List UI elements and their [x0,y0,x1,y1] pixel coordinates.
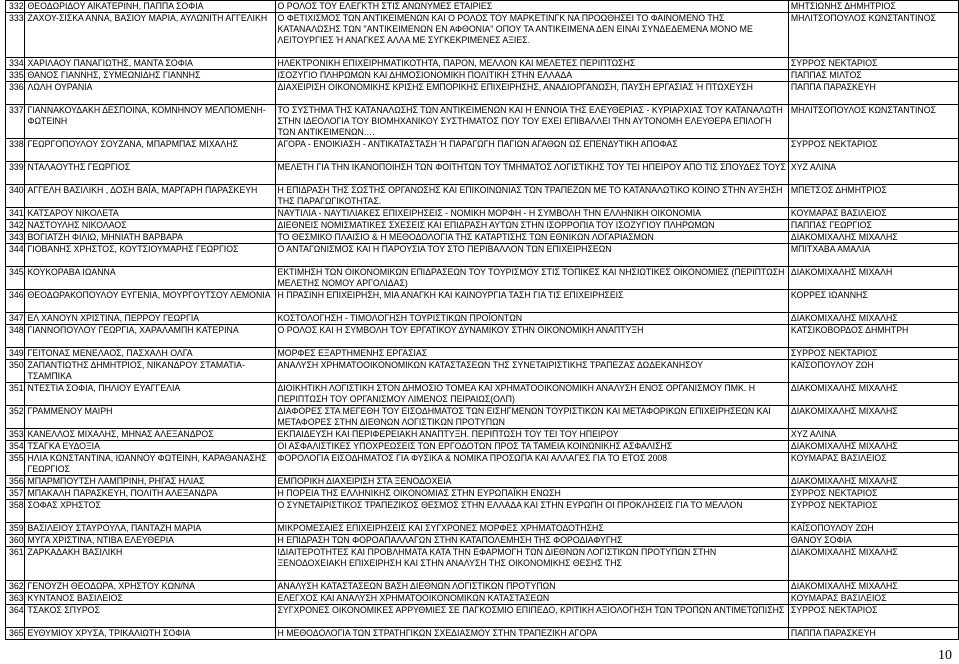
student-names: ΖΑΧΟΥ-ΣΙΣΚΑ ΑΝΝΑ, ΒΑΣΙΟΥ ΜΑΡΙΑ, ΑΥΛΩΝΙΤΗ ΑΓΓΕΛΙΚΗ [25,13,275,58]
supervisor-name: ΣΥΡΡΟΣ ΝΕΚΤΑΡΙΟΣ [788,488,958,500]
supervisor-name: ΜΠΕΤΣΟΣ ΔΗΜΗΤΡΙΟΣ [788,185,958,208]
row-number: 337 [6,105,25,139]
student-names: ΒΟΓΙΑΤΖΗ ΦΙΛΙΩ, ΜΗΝΙΑΤΗ ΒΑΡΒΑΡΑ [25,232,275,244]
thesis-title: ΤΟ ΘΕΣΜΙΚΟ ΠΛΑΙΣΙΟ & Η ΜΕΘΟΔΟΛΟΓΙΑ ΤΗΣ ΚΑΤΑΡΤΙΣΗΣ ΤΩΝ ΕΘΝΙΚΩΝ ΛΟΓΑΡΙΑΣΜΩΝ [275,232,788,244]
student-names: ΛΩΛΗ ΟΥΡΑΝΙΑ [25,82,275,105]
thesis-title: ΜΕΛΕΤΗ ΓΙΑ ΤΗΝ ΙΚΑΝΟΠΟΙΗΣΗ ΤΩΝ ΦΟΙΤΗΤΩΝ ΤΟΥ ΤΜΗΜΑΤΟΣ ΛΟΓΙΣΤΙΚΗΣ ΤΟΥ ΤΕΙ ΗΠΕΙΡΟΥ ΑΠΟ ΤΙΣ ΣΠΟΥΔΕΣ ΤΟΥΣ [275,162,788,185]
supervisor-name: ΚΟΥΜΑΡΑΣ ΒΑΣΙΛΕΙΟΣ [788,453,958,476]
supervisor-name: ΣΥΡΡΟΣ ΝΕΚΤΑΡΙΟΣ [788,605,958,628]
student-names: ΝΑΣΤΟΥΛΗΣ ΝΙΚΟΛΑΟΣ [25,220,275,232]
thesis-title: Η ΕΠΙΔΡΑΣΗ ΤΩΝ ΦΟΡΟΑΠΑΛΛΑΓΩΝ ΣΤΗΝ ΚΑΤΑΠΟΛΕΜΗΣΗ ΤΗΣ ΦΟΡΟΔΙΑΦΥΓΗΣ [275,535,788,547]
student-names: ΒΑΣΙΛΕΙΟΥ ΣΤΑΥΡΟΥΛΑ, ΠΑΝΤΑΖΗ ΜΑΡΙΑ [25,523,275,535]
thesis-title: Ο ΡΟΛΟΣ ΚΑΙ Η ΣΥΜΒΟΛΗ ΤΟΥ ΕΡΓΑΤΙΚΟΥ ΔΥΝΑΜΙΚΟΥ ΣΤΗΝ ΟΙΚΟΝΟΜΙΚΗ ΑΝΑΠΤΥΞΗ [275,325,788,348]
row-number: 362 [6,581,25,593]
student-names: ΤΣΑΓΚΑ ΕΥΔΟΞΙΑ [25,441,275,453]
row-number: 365 [6,628,25,640]
table-row [6,500,959,523]
student-names: ΑΓΓΕΛΗ ΒΑΣΙΛΙΚΗ , ΔΟΣΗ ΒΑΪΑ, ΜΑΡΓΑΡΗ ΠΑΡΑΣΚΕΥΗ [25,185,275,208]
thesis-title: ΔΙΟΙΚΗΤΙΚΗ ΛΟΓΙΣΤΙΚΗ ΣΤΟΝ ΔΗΜΟΣΙΟ ΤΟΜΕΑ ΚΑΙ ΧΡΗΜΑΤΟΟΙΚΟΝΟΜΙΚΗ ΑΝΑΛΥΣΗ ΕΝΟΣ ΟΡΓΑΝΙΣΜΟΥ ΠΜΚ. Η ΠΕΡΙΠΤΩΣΗ ΤΟΥ ΟΡΓΑΝΙΣΜΟΥ ΛΙΜΕΝΟΣ ΠΕΙΡΑΙΩΣ(ΟΛΠ) [275,383,788,406]
supervisor-name: ΣΥΡΡΟΣ ΝΕΚΤΑΡΙΟΣ [788,348,958,360]
row-number: 364 [6,605,25,628]
thesis-title: ΔΙΑΧΕΙΡΙΣΗ ΟΙΚΟΝΟΜΙΚΗΣ ΚΡΙΣΗΣ ΕΜΠΟΡΙΚΗΣ ΕΠΙΧΕΙΡΗΣΗΣ, ΑΝΑΔΙΟΡΓΑΝΩΣΗ, ΠΑΥΣΗ ΕΡΓΑΣΙΑΣ Ή ΠΤΩΧΕΥΣΗ [275,82,788,105]
table-row [6,139,959,162]
row-number: 354 [6,441,25,453]
supervisor-name: ΧΥΖ ΑΛΙΝΑ [788,429,958,441]
table-row [6,232,959,244]
table-row [6,488,959,500]
table-row [6,82,959,105]
supervisor-name: ΠΑΠΠΑΣ ΜΙΛΤΟΣ [788,70,958,82]
supervisor-name: ΣΥΡΡΟΣ ΝΕΚΤΑΡΙΟΣ [788,139,958,162]
table-row [6,348,959,360]
thesis-title: ΟΙ ΑΣΦΑΛΙΣΤΙΚΕΣ ΥΠΟΧΡΕΩΣΕΙΣ ΤΩΝ ΕΡΓΟΔΟΤΩΝ ΠΡΟΣ ΤΑ ΤΑΜΕΙΑ ΚΟΙΝΩΝΙΚΗΣ ΑΣΦΑΛΙΣΗΣ [275,441,788,453]
thesis-title: ΜΙΚΡΟΜΕΣΑΙΕΣ ΕΠΙΧΕΙΡΗΣΕΙΣ ΚΑΙ ΣΥΓΧΡΟΝΕΣ ΜΟΡΦΕΣ ΧΡΗΜΑΤΟΔΟΤΗΣΗΣ [275,523,788,535]
student-names: ΚΑΝΕΛΛΟΣ ΜΙΧΑΛΗΣ, ΜΗΝΑΣ ΑΛΕΞΑΝΔΡΟΣ [25,429,275,441]
supervisor-name: ΠΑΠΠΑ ΠΑΡΑΣΚΕΥΗ [788,628,958,640]
table-row [6,523,959,535]
thesis-title: Ο ΑΝΤΑΓΩΝΙΣΜΟΣ ΚΑΙ Η ΠΑΡΟΥΣΙΑ ΤΟΥ ΣΤΟ ΠΕΡΙΒΑΛΛΟΝ ΤΩΝ ΕΠΙΧΕΙΡΗΣΕΩΝ [275,244,788,267]
table-row [6,13,959,58]
thesis-title: Ο ΡΟΛΟΣ ΤΟΥ ΕΛΕΓΚΤΗ ΣΤΙΣ ΑΝΩΝΥΜΕΣ ΕΤΑΙΡΙΕΣ [275,1,788,13]
supervisor-name: ΔΙΑΚΟΜΙΧΑΛΗΣ ΜΙΧΑΛΗΣ [788,383,958,406]
student-names: ΝΤΕΣΤΙΑ ΣΟΦΙΑ, ΠΗΛΙΟΥ ΕΥΑΓΓΕΛΙΑ [25,383,275,406]
thesis-title: ΔΙΑΦΟΡΕΣ ΣΤΑ ΜΕΓΕΘΗ ΤΟΥ ΕΙΣΟΔΗΜΑΤΟΣ ΤΩΝ ΕΙΣΗΓΜΕΝΩΝ ΤΟΥΡΙΣΤΙΚΩΝ ΚΑΙ ΜΕΤΑΦΟΡΙΚΩΝ ΕΠΙΧΕΙΡΗΣΕΩΝ ΚΑΙ ΜΕΤΑΦΟΡΕΣ ΣΤΗΝ ΔΙΕΘΝΩΝ ΛΟΓΙΣΤΙΚΩΝ ΠΡΟΤΥΠΩΝ [275,406,788,429]
table-row [6,581,959,593]
supervisor-name: ΔΙΑΚΟΜΙΧΑΛΗΣ ΜΙΧΑΛΗΣ [788,476,958,488]
student-names: ΜΥΓΑ ΧΡΙΣΤΙΝΑ, ΝΤΙΒΑ ΕΛΕΥΘΕΡΙΑ [25,535,275,547]
supervisor-name: ΚΟΥΜΑΡΑΣ ΒΑΣΙΛΕΙΟΣ [788,593,958,605]
thesis-title: ΙΔΙΑΙΤΕΡΟΤΗΤΕΣ ΚΑΙ ΠΡΟΒΛΗΜΑΤΑ ΚΑΤΑ ΤΗΝ ΕΦΑΡΜΟΓΗ ΤΩΝ ΔΙΕΘΝΩΝ ΛΟΓΙΣΤΙΚΩΝ ΠΡΟΤΥΠΩΝ ΣΤΗΝ ΞΕΝΟΔΟΧΕΙΑΚΗ ΕΠΙΧΕΙΡΗΣΗ ΚΑΙ ΣΤΗΝ ΑΝΑΛΥΣΗ ΤΗΣ ΟΙΚΟΝΟΜΙΚΗΣ ΘΕΣΗΣ ΤΗΣ [275,547,788,581]
row-number: 356 [6,476,25,488]
student-names: ΓΕΩΡΓΟΠΟΥΛΟΥ ΣΟΥΖΑΝΑ, ΜΠΑΡΜΠΑΣ ΜΙΧΑΛΗΣ [25,139,275,162]
row-number: 352 [6,406,25,429]
student-names: ΖΑΠΑΝΤΙΩΤΗΣ ΔΗΜΗΤΡΙΟΣ, ΝΙΚΑΝΔΡΟΥ ΣΤΑΜΑΤΙΑ-ΤΣΑΜΠΙΚΑ [25,360,275,383]
table-row [6,220,959,232]
table-row [6,267,959,290]
student-names: ΓΙΑΝΝΟΠΟΥΛΟΥ ΓΕΩΡΓΙΑ, ΧΑΡΑΛΑΜΠΗ ΚΑΤΕΡΙΝΑ [25,325,275,348]
student-names: ΗΛΙΑ ΚΩΝΣΤΑΝΤΙΝΑ, ΙΩΑΝΝΟΥ ΦΩΤΕΙΝΗ, ΚΑΡΑΘΑΝΑΣΗΣ ΓΕΩΡΓΙΟΣ [25,453,275,476]
student-names: ΕΛ ΧΑΝΟΥΝ ΧΡΙΣΤΙΝΑ, ΠΕΡΡΟΥ ΓΕΩΡΓΙΑ [25,313,275,325]
thesis-title: ΔΙΕΘΝΕΙΣ ΝΟΜΙΣΜΑΤΙΚΕΣ ΣΧΕΣΕΙΣ ΚΑΙ ΕΠΙΔΡΑΣΗ ΑΥΤΩΝ ΣΤΗΝ ΙΣΟΡΡΟΠΙΑ ΤΟΥ ΙΣΟΖΥΓΙΟΥ ΠΛΗΡΩΜΩΝ [275,220,788,232]
row-number: 338 [6,139,25,162]
supervisor-name: ΧΥΖ ΑΛΙΝΑ [788,162,958,185]
student-names: ΘΑΝΟΣ ΓΙΑΝΝΗΣ, ΣΥΜΕΩΝΙΔΗΣ ΓΙΑΝΝΗΣ [25,70,275,82]
table-row [6,58,959,70]
table-row [6,313,959,325]
student-names: ΤΣΑΚΟΣ ΣΠΥΡΟΣ [25,605,275,628]
student-names: ΘΕΟΔΩΡΙΔΟΥ ΑΙΚΑΤΕΡΙΝΗ, ΠΑΠΠΑ ΣΟΦΙΑ [25,1,275,13]
thesis-title: ΕΛΕΓΧΟΣ ΚΑΙ ΑΝΑΛΥΣΗ ΧΡΗΜΑΤΟΟΙΚΟΝΟΜΙΚΩΝ ΚΑΤΑΣΤΑΣΕΩΝ [275,593,788,605]
supervisor-name: ΚΑΪΣΟΠΟΥΛΟΥ ΖΩΗ [788,360,958,383]
row-number: 344 [6,244,25,267]
thesis-title: ΝΑΥΤΙΛΙΑ - ΝΑΥΤΙΛΙΑΚΕΣ ΕΠΙΧΕΙΡΗΣΕΙΣ - ΝΟΜΙΚΗ ΜΟΡΦΗ - Η ΣΥΜΒΟΛΗ ΤΗΝ ΕΛΛΗΝΙΚΗ ΟΙΚΟΝΟΜΙΑ [275,208,788,220]
row-number: 336 [6,82,25,105]
supervisor-name: ΠΑΠΠΑ ΠΑΡΑΣΚΕΥΗ [788,82,958,105]
table-row [6,453,959,476]
table-row [6,360,959,383]
thesis-title: Η ΜΕΘΟΔΟΛΟΓΙΑ ΤΩΝ ΣΤΡΑΤΗΓΙΚΩΝ ΣΧΕΔΙΑΣΜΟΥ ΣΤΗΝ ΤΡΑΠΕΖΙΚΗ ΑΓΟΡΑ [275,628,788,640]
thesis-title: Ο ΣΥΝΕΤΑΙΡΙΣΤΙΚΟΣ ΤΡΑΠΕΖΙΚΟΣ ΘΕΣΜΟΣ ΣΤΗΝ ΕΛΛΑΔΑ ΚΑΙ ΣΤΗΝ ΕΥΡΩΠΗ ΟΙ ΠΡΟΚΛΗΣΕΙΣ ΓΙΑ ΤΟ ΜΕΛΛΟΝ [275,500,788,523]
thesis-title: ΗΛΕΚΤΡΟΝΙΚΗ ΕΠΙΧΕΙΡΗΜΑΤΙΚΟΤΗΤΑ, ΠΑΡΟΝ, ΜΕΛΛΟΝ ΚΑΙ ΜΕΛΕΤΕΣ ΠΕΡΙΠΤΩΣΗΣ [275,58,788,70]
row-number: 348 [6,325,25,348]
table-row [6,476,959,488]
page-number: 10 [938,648,952,663]
row-number: 361 [6,547,25,581]
row-number: 342 [6,220,25,232]
supervisor-name: ΔΙΑΚΟΜΙΧΑΛΗΣ ΜΙΧΑΛΗΣ [788,232,958,244]
supervisor-name: ΜΗΛΙΤΣΟΠΟΥΛΟΣ ΚΩΝΣΤΑΝΤΙΝΟΣ [788,105,958,139]
table-row [6,593,959,605]
thesis-title: Η ΠΡΑΣΙΝΗ ΕΠΙΧΕΙΡΗΣΗ, ΜΙΑ ΑΝΑΓΚΗ ΚΑΙ ΚΑΙΝΟΥΡΓΙΑ ΤΑΣΗ ΓΙΑ ΤΙΣ ΕΠΙΧΕΙΡΗΣΕΙΣ [275,290,788,313]
supervisor-name: ΔΙΑΚΟΜΙΧΑΛΗΣ ΜΙΧΑΛΗ [788,267,958,290]
table-row [6,70,959,82]
thesis-title: Η ΠΟΡΕΙΑ ΤΗΣ ΕΛΛΗΝΙΚΗΣ ΟΙΚΟΝΟΜΙΑΣ ΣΤΗΝ ΕΥΡΩΠΑΪΚΗ ΕΝΩΣΗ [275,488,788,500]
table-row [6,535,959,547]
student-names: ΓΙΟΒΑΝΗΣ ΧΡΗΣΤΟΣ, ΚΟΥΤΣΙΟΥΜΑΡΗΣ ΓΕΩΡΓΙΟΣ [25,244,275,267]
thesis-title: ΑΓΟΡΑ - ΕΝΟΙΚΙΑΣΗ - ΑΝΤΙΚΑΤΑΣΤΑΣΗ Ή ΠΑΡΑΓΩΓΗ ΠΑΓΙΩΝ ΑΓΑΘΩΝ ΩΣ ΕΠΕΝΔΥΤΙΚΗ ΑΠΟΦΑΣ [275,139,788,162]
table-row [6,383,959,406]
row-number: 351 [6,383,25,406]
thesis-title: ΦΟΡΟΛΟΓΙΑ ΕΙΣΟΔΗΜΑΤΟΣ ΓΙΑ ΦΥΣΙΚΑ & ΝΟΜΙΚΑ ΠΡΟΣΩΠΑ ΚΑΙ ΑΛΛΑΓΕΣ ΓΙΑ ΤΟ ΕΤΟΣ 2008 [275,453,788,476]
student-names: ΓΙΑΝΝΑΚΟΥΔΑΚΗ ΔΕΣΠΟΙΝΑ, ΚΟΜΝΗΝΟΥ ΜΕΛΠΟΜΕΝΗ- ΦΩΤΕΙΝΗ [25,105,275,139]
student-names: ΚΑΤΣΑΡΟΥ ΝΙΚΟΛΕΤΑ [25,208,275,220]
row-number: 359 [6,523,25,535]
student-names: ΘΕΟΔΩΡΑΚΟΠΟΥΛΟΥ ΕΥΓΕΝΙΑ, ΜΟΥΡΓΟΥΤΣΟΥ ΛΕΜΟΝΙΑ [25,290,275,313]
supervisor-name: ΣΥΡΡΟΣ ΝΕΚΤΑΡΙΟΣ [788,58,958,70]
supervisor-name: ΚΑΪΣΟΠΟΥΛΟΥ ΖΩΗ [788,523,958,535]
table-row [6,325,959,348]
student-names: ΓΡΑΜΜΕΝΟΥ ΜΑΙΡΗ [25,406,275,429]
supervisor-name: ΘΑΝΟΥ ΣΟΦΙΑ [788,535,958,547]
row-number: 339 [6,162,25,185]
thesis-title: ΑΝΑΛΥΣΗ ΚΑΤΑΣΤΑΣΕΩΝ ΒΑΣΗ ΔΙΕΘΝΩΝ ΛΟΓΙΣΤΙΚΩΝ ΠΡΟΤΥΠΩΝ [275,581,788,593]
supervisor-name: ΜΗΛΙΤΣΟΠΟΥΛΟΣ ΚΩΝΣΤΑΝΤΙΝΟΣ [788,13,958,58]
table-row [6,208,959,220]
student-names: ΓΕΙΤΟΝΑΣ ΜΕΝΕΛΑΟΣ, ΠΑΣΧΑΛΗ ΟΛΓΑ [25,348,275,360]
supervisor-name: ΜΠΙΤΧΑΒΑ ΑΜΑΛΙΑ [788,244,958,267]
student-names: ΣΟΦΑΣ ΧΡΗΣΤΟΣ [25,500,275,523]
row-number: 335 [6,70,25,82]
student-names: ΧΑΡΙΛΑΟΥ ΠΑΝΑΓΙΩΤΗΣ, ΜΑΝΤΑ ΣΟΦΙΑ [25,58,275,70]
student-names: ΚΥΝΤΑΝΟΣ ΒΑΣΙΛΕΙΟΣ [25,593,275,605]
thesis-title: ΚΟΣΤΟΛΟΓΗΣΗ - ΤΙΜΟΛΟΓΗΣΗ ΤΟΥΡΙΣΤΙΚΩΝ ΠΡΟΪΟΝΤΩΝ [275,313,788,325]
thesis-table [5,0,959,640]
row-number: 343 [6,232,25,244]
table-row [6,605,959,628]
supervisor-name: ΜΗΤΣΙΩΝΗΣ ΔΗΜΗΤΡΙΟΣ [788,1,958,13]
thesis-title: ΕΚΠΑΙΔΕΥΣΗ ΚΑΙ ΠΕΡΙΦΕΡΕΙΑΚΗ ΑΝΑΠΤΥΞΗ. ΠΕΡΙΠΤΩΣΗ ΤΟΥ ΤΕΙ ΤΟΥ ΗΠΕΙΡΟΥ [275,429,788,441]
row-number: 341 [6,208,25,220]
row-number: 357 [6,488,25,500]
row-number: 340 [6,185,25,208]
supervisor-name: ΣΥΡΡΟΣ ΝΕΚΤΑΡΙΟΣ [788,500,958,523]
row-number: 358 [6,500,25,523]
student-names: ΓΕΝΟΥΖΗ ΘΕΟΔΩΡΑ, ΧΡΗΣΤΟΥ ΚΩΝ/ΝΑ [25,581,275,593]
table-row [6,429,959,441]
row-number: 355 [6,453,25,476]
thesis-title: ΙΣΟΖΥΓΙΟ ΠΛΗΡΩΜΩΝ ΚΑΙ ΔΗΜΟΣΙΟΝΟΜΙΚΗ ΠΟΛΙΤΙΚΗ ΣΤΗΝ ΕΛΛΑΔΑ [275,70,788,82]
table-row [6,1,959,13]
student-names: ΜΠΑΡΜΠΟΥΤΣΗ ΛΑΜΠΡΙΝΗ, ΡΗΓΑΣ ΗΛΙΑΣ [25,476,275,488]
table-row [6,547,959,581]
row-number: 346 [6,290,25,313]
row-number: 349 [6,348,25,360]
row-number: 334 [6,58,25,70]
table-row [6,441,959,453]
student-names: ΕΥΘΥΜΙΟΥ ΧΡΥΣΑ, ΤΡΙΚΑΛΙΩΤΗ ΣΟΦΙΑ [25,628,275,640]
student-names: ΖΑΡΚΑΔΑΚΗ ΒΑΣΙΛΙΚΗ [25,547,275,581]
thesis-title: Η ΕΠΙΔΡΑΣΗ ΤΗΣ ΣΩΣΤΗΣ ΟΡΓΑΝΩΣΗΣ ΚΑΙ ΕΠΙΚΟΙΝΩΝΙΑΣ ΤΩΝ ΤΡΑΠΕΖΩΝ ΜΕ ΤΟ ΚΑΤΑΝΑΛΩΤΙΚΟ ΚΟΙΝΟ ΣΤΗΝ ΑΥΞΗΣΗ ΤΗΣ ΠΑΡΑΓΩΓΙΚΟΤΗΤΑΣ. [275,185,788,208]
supervisor-name: ΔΙΑΚΟΜΙΧΑΛΗΣ ΜΙΧΑΛΗΣ [788,547,958,581]
thesis-table-body [6,1,959,640]
supervisor-name: ΔΙΑΚΟΜΙΧΑΛΗΣ ΜΙΧΑΛΗΣ [788,313,958,325]
supervisor-name: ΚΑΤΣΙΚΟΒΟΡΔΟΣ ΔΗΜΗΤΡΗ [788,325,958,348]
student-names: ΜΠΑΚΑΛΗ ΠΑΡΑΣΚΕΥΗ, ΠΟΛΙΤΗ ΑΛΕΞΑΝΔΡΑ [25,488,275,500]
student-names: ΝΤΑΛΑΟΥΤΗΣ ΓΕΩΡΓΙΟΣ [25,162,275,185]
row-number: 363 [6,593,25,605]
table-row [6,162,959,185]
thesis-title: ΕΚΤΙΜΗΣΗ ΤΩΝ ΟΙΚΟΝΟΜΙΚΩΝ ΕΠΙΔΡΑΣΕΩΝ ΤΟΥ ΤΟΥΡΙΣΜΟΥ ΣΤΙΣ ΤΟΠΙΚΕΣ ΚΑΙ ΝΗΣΙΩΤΙΚΕΣ ΟΙΚΟΝΟΜΙΕΣ (ΠΕΡΙΠΤΩΣΗ ΜΕΛΕΤΗΣ ΝΟΜΟΥ ΑΡΓΟΛΙΔΑΣ) [275,267,788,290]
supervisor-name: ΠΑΠΠΑΣ ΓΕΩΡΓΙΟΣ [788,220,958,232]
row-number: 360 [6,535,25,547]
thesis-title: Ο ΦΕΤΙΧΙΣΜΟΣ ΤΩΝ ΑΝΤΙΚΕΙΜΕΝΩΝ ΚΑΙ Ο ΡΟΛΟΣ ΤΟΥ ΜΑΡΚΕΤΙΝΓΚ ΝΑ ΠΡΟΩΘΗΣΕΙ ΤΟ ΦΑΙΝΟΜΕΝΟ ΤΗΣ ΚΑΤΑΝΑΛΩΣΗΣ ΤΩΝ "ΑΝΤΙΚΕΙΜΕΝΩΝ ΕΝ ΑΦΘΟΝΙΑ" ΟΠΟΥ ΤΑ ΑΝΤΙΚΕΙΜΕΝΑ ΔΕΝ ΕΙΝΑΙ ΣΥΝΔΕΔΕΜΕΝΑ ΜΟΝΟ ΜΕ ΛΕΙΤΟΥΡΓΙΕΣ Ή ΑΝΑΓΚΕΣ ΑΛΛΑ ΜΕ ΣΥΓΚΕΚΡΙΜΕΝΕΣ ΑΞΙΕΣ. [275,13,788,58]
table-row [6,185,959,208]
table-row [6,105,959,139]
supervisor-name: ΚΟΥΜΑΡΑΣ ΒΑΣΙΛΕΙΟΣ [788,208,958,220]
row-number: 333 [6,13,25,58]
row-number: 347 [6,313,25,325]
table-row [6,244,959,267]
thesis-title: ΑΝΑΛΥΣΗ ΧΡΗΜΑΤΟΟΙΚΟΝΟΜΙΚΩΝ ΚΑΤΑΣΤΑΣΕΩΝ ΤΗΣ ΣΥΝΕΤΑΙΡΙΣΤΙΚΗΣ ΤΡΑΠΕΖΑΣ ΔΩΔΕΚΑΝΗΣΟΥ [275,360,788,383]
thesis-title: ΕΜΠΟΡΙΚΗ ΔΙΑΧΕΙΡΙΣΗ ΣΤΑ ΞΕΝΟΔΟΧΕΙΑ [275,476,788,488]
table-row [6,406,959,429]
row-number: 353 [6,429,25,441]
row-number: 350 [6,360,25,383]
table-row [6,290,959,313]
row-number: 345 [6,267,25,290]
table-row [6,628,959,640]
thesis-title: ΤΟ ΣΥΣΤΗΜΑ ΤΗΣ ΚΑΤΑΝΑΛΩΣΗΣ ΤΩΝ ΑΝΤΙΚΕΙΜΕΝΩΝ ΚΑΙ Η ΕΝΝΟΙΑ ΤΗΣ ΕΛΕΥΘΕΡΙΑΣ - ΚΥΡΙΑΡΧΙΑΣ ΤΟΥ ΚΑΤΑΝΑΛΩΤΗ ΣΤΗΝ ΙΔΕΟΛΟΓΙΑ ΤΟΥ ΒΙΟΜΗΧΑΝΙΚΟΥ ΣΥΣΤΗΜΑΤΟΣ ΠΟΥ ΤΟΥ ΕΧΕΙ ΕΠΙΒΑΛΛΕΙ ΤΗΝ ΑΥΤΟΝΟΜΗ ΕΛΕΥΘΕΡΑ ΕΠΙΛΟΓΗ ΤΩΝ ΑΝΤΙΚΕΙΜΕΝΩΝ.… [275,105,788,139]
supervisor-name: ΚΟΡΡΕΣ ΙΩΑΝΝΗΣ [788,290,958,313]
supervisor-name: ΔΙΑΚΟΜΙΧΑΛΗΣ ΜΙΧΑΛΗΣ [788,406,958,429]
supervisor-name: ΔΙΑΚΟΜΙΧΑΛΗΣ ΜΙΧΑΛΗΣ [788,441,958,453]
row-number: 332 [6,1,25,13]
thesis-title: ΜΟΡΦΕΣ ΕΞΑΡΤΗΜΕΝΗΣ ΕΡΓΑΣΙΑΣ [275,348,788,360]
student-names: ΚΟΥΚΟΡΑΒΑ ΙΩΑΝΝΑ [25,267,275,290]
supervisor-name: ΔΙΑΚΟΜΙΧΑΛΗΣ ΜΙΧΑΛΗΣ [788,581,958,593]
thesis-title: ΣΥΓΧΡΟΝΕΣ ΟΙΚΟΝΟΜΙΚΕΣ ΑΡΡΥΘΜΙΕΣ ΣΕ ΠΑΓΚΟΣΜΙΟ ΕΠΙΠΕΔΟ, ΚΡΙΤΙΚΗ ΑΞΙΟΛΟΓΗΣΗ ΤΩΝ ΤΡΟΠΩΝ ΑΝΤΙΜΕΤΩΠΙΣΗΣ [275,605,788,628]
